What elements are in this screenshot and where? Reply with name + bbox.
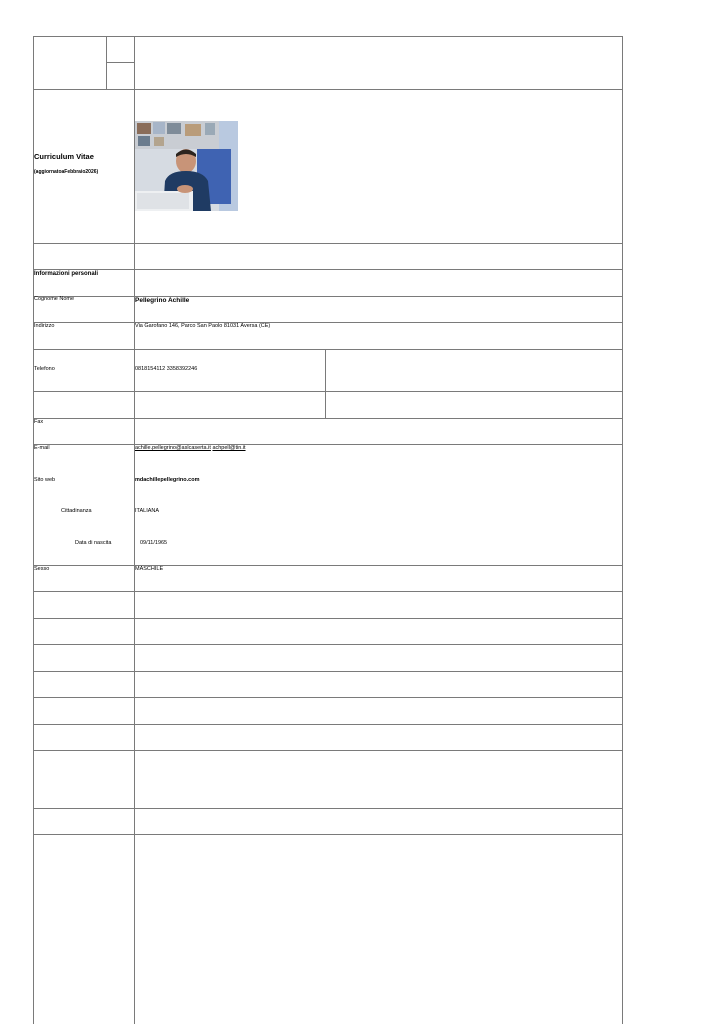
row-line: [33, 322, 623, 323]
row-line: [33, 671, 623, 672]
row-line: [33, 296, 623, 297]
name-label: Cognome Nome: [34, 296, 75, 302]
row-line: [33, 591, 623, 592]
row-line: [33, 644, 623, 645]
table-border-right: [622, 36, 623, 1024]
sex-value: MASCHILE: [135, 566, 164, 572]
row-line: [33, 750, 623, 751]
address-value: Via Garofano 146, Parco San Paolo 81031 Aversa (CE): [135, 323, 271, 329]
citizenship-value: ITALIANA: [135, 508, 160, 514]
row-line: [33, 243, 623, 244]
website-label: Sito web: [34, 477, 56, 483]
email-link-2[interactable]: achpell@tin.it: [212, 445, 246, 451]
cv-title: Curriculum Vitae: [34, 152, 94, 161]
row-line: [33, 618, 623, 619]
phone-label: Telefono: [34, 366, 55, 372]
email-values: [135, 446, 246, 452]
header-cell-split: [106, 62, 134, 63]
email-link-1[interactable]: achille.pellegrino@aslcaserta.it: [135, 445, 211, 451]
row-line: [33, 444, 623, 445]
table-border-left: [33, 36, 34, 1024]
birthdate-label: Data di nascita: [75, 540, 112, 546]
cv-updated-note: (aggiornatoaFebbraio2026): [34, 169, 99, 175]
citizenship-label: Cittadinanza: [61, 508, 92, 514]
birthdate-value: 09/11/1965: [140, 540, 168, 546]
fax-label: Fax: [34, 419, 44, 425]
sex-label: Sesso: [34, 566, 50, 572]
row-line: [33, 565, 623, 566]
phone-row-divider: [325, 349, 326, 418]
row-line: [33, 724, 623, 725]
phone-value: 0818154112 3358392246: [135, 366, 198, 372]
section-personal-info: Informazioni personali: [34, 271, 99, 277]
row-line: [33, 834, 623, 835]
row-line: [33, 269, 623, 270]
email-label: E-mail: [34, 445, 50, 451]
table-border-top: [33, 36, 623, 37]
profile-photo: [135, 121, 238, 211]
row-line: [33, 89, 623, 90]
website-value[interactable]: mdachillepellegrino.com: [135, 477, 200, 483]
address-label: Indirizzo: [34, 323, 55, 329]
row-line: [33, 349, 623, 350]
row-line: [33, 697, 623, 698]
row-line: [33, 808, 623, 809]
row-line: [33, 391, 623, 392]
row-line: [33, 418, 623, 419]
name-value: Pellegrino Achille: [135, 297, 190, 304]
